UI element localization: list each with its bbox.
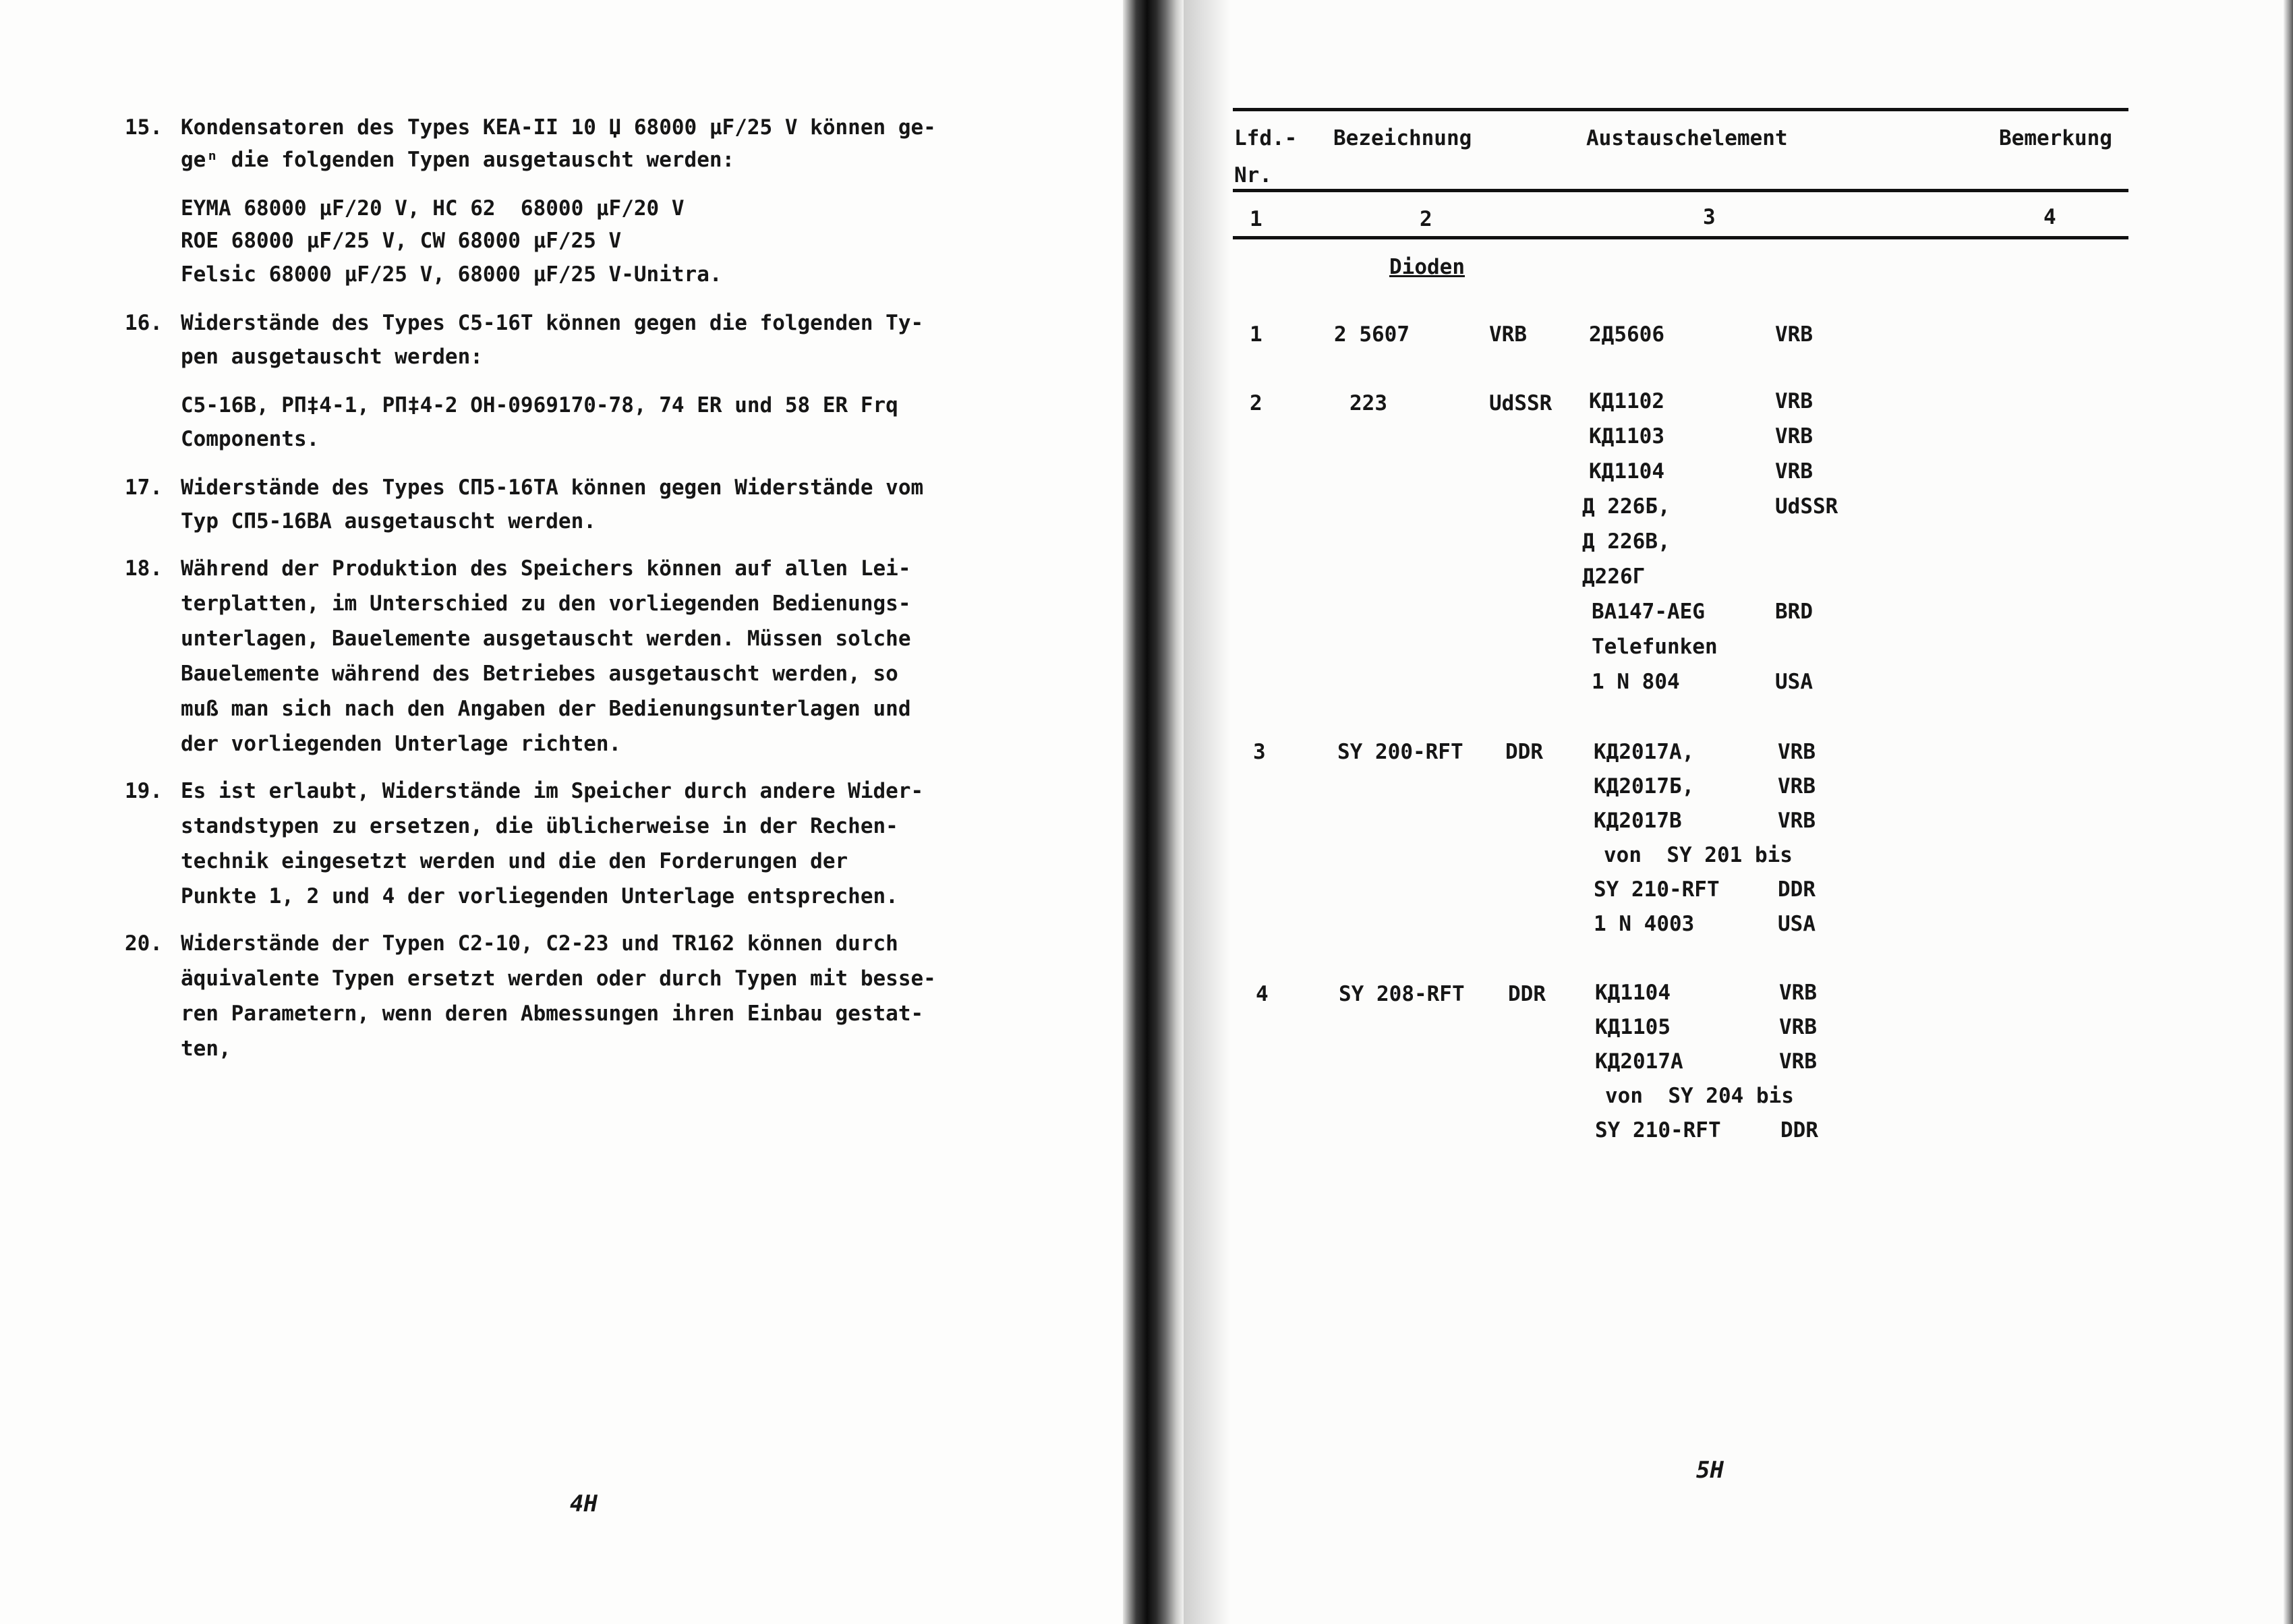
row-origin: VRB xyxy=(1489,322,1527,347)
replacement-origin: VRB xyxy=(1775,459,1813,484)
item-text-line: Es ist erlaubt, Widerstände im Speicher durch andere Wider- xyxy=(181,779,924,803)
replacement-name: KД2017A xyxy=(1595,1049,1683,1074)
gutter-shadow xyxy=(1184,0,1231,1624)
replacement-name: Д 226Б, xyxy=(1582,494,1671,519)
item-text-line: Typ CΠ5-16BA ausgetauscht werden. xyxy=(181,509,596,533)
row-nr: 3 xyxy=(1253,740,1266,764)
item-text-line: Felsic 68000 µF/25 V, 68000 µF/25 V-Unitra. xyxy=(181,262,722,287)
replacement-name: Д226Г xyxy=(1582,564,1646,589)
col-number-2: 2 xyxy=(1420,207,1432,231)
replacement-origin: VRB xyxy=(1779,981,1817,1005)
replacement-name: KД2017Б, xyxy=(1594,774,1695,799)
item-number: 20. xyxy=(125,931,163,956)
replacement-origin: UdSSR xyxy=(1775,494,1838,519)
replacement-origin: VRB xyxy=(1778,774,1816,799)
row-name: 223 xyxy=(1349,391,1387,415)
replacement-name: KД1104 xyxy=(1589,459,1664,484)
row-nr: 4 xyxy=(1256,982,1269,1006)
row-nr: 2 xyxy=(1250,391,1262,415)
section-title: Dioden xyxy=(1389,255,1465,279)
item-number: 18. xyxy=(125,556,163,581)
right-page xyxy=(1140,0,2293,1624)
item-text-line: EYMA 68000 µF/20 V, HC 62 68000 µF/20 V xyxy=(181,196,685,221)
item-text-line: technik eingesetzt werden und die den Forderungen der xyxy=(181,849,848,873)
item-text-line: Bauelemente während des Betriebes ausgetauscht werden, so xyxy=(181,662,898,686)
item-text-line: unterlagen, Bauelemente ausgetauscht werden. Müssen solche xyxy=(181,627,911,651)
item-text-line: Punkte 1, 2 und 4 der vorliegenden Unterlage entsprechen. xyxy=(181,884,898,908)
replacement-origin: VRB xyxy=(1778,740,1816,764)
replacement-origin: VRB xyxy=(1779,1015,1817,1039)
replacement-name: von SY 201 bis xyxy=(1604,843,1793,867)
row-origin: DDR xyxy=(1508,982,1546,1006)
replacement-origin: VRB xyxy=(1779,1049,1817,1074)
replacement-origin: USA xyxy=(1778,912,1816,936)
item-text-line: C5-16B, PΠ‡4-1, PΠ‡4-2 OH-0969170-78, 74 ER und 58 ER Frq xyxy=(181,393,898,417)
item-text-line: Widerstände des Types CΠ5-16TA können gegen Widerstände vom xyxy=(181,475,924,500)
item-text-line: geⁿ die folgenden Typen ausgetauscht werden: xyxy=(181,148,735,172)
item-text-line: der vorliegenden Unterlage richten. xyxy=(181,732,622,756)
replacement-name: von SY 204 bis xyxy=(1605,1084,1794,1108)
item-text-line: pen ausgetauscht werden: xyxy=(181,345,483,369)
page-number: 4H xyxy=(570,1490,598,1517)
row-name: SY 200-RFT xyxy=(1337,740,1463,764)
item-text-line: Widerstände der Typen C2-10, C2-23 und TR162 können durch xyxy=(181,931,898,956)
replacement-name: 1 N 4003 xyxy=(1594,912,1695,936)
row-name: 2 5607 xyxy=(1334,322,1410,347)
row-nr: 1 xyxy=(1250,322,1262,347)
item-number: 19. xyxy=(125,779,163,803)
replacement-name: KД2017B xyxy=(1594,809,1682,833)
row-name: SY 208-RFT xyxy=(1339,982,1465,1006)
table-rule-colnums xyxy=(1233,236,2128,239)
item-text-line: ROE 68000 µF/25 V, CW 68000 µF/25 V xyxy=(181,229,622,253)
replacement-origin: VRB xyxy=(1775,322,1813,347)
replacement-name: BA147-AEG xyxy=(1592,600,1705,624)
replacement-origin: DDR xyxy=(1780,1118,1818,1142)
replacement-origin: VRB xyxy=(1775,389,1813,413)
replacement-name: SY 210-RFT xyxy=(1595,1118,1721,1142)
replacement-name: 2Д5606 xyxy=(1589,322,1664,347)
col-number-4: 4 xyxy=(2043,205,2056,229)
item-text-line: muß man sich nach den Angaben der Bedienungsunterlagen und xyxy=(181,697,911,721)
replacement-name: KД1103 xyxy=(1589,424,1664,448)
item-number: 16. xyxy=(125,311,163,335)
item-text-line: standstypen zu ersetzen, die üblicherweise in der Rechen- xyxy=(181,814,898,838)
replacement-origin: BRD xyxy=(1775,600,1813,624)
header-austauschelement: Austauschelement xyxy=(1586,126,1788,150)
replacement-name: Telefunken xyxy=(1592,635,1718,659)
page-number: 5H xyxy=(1696,1457,1724,1484)
item-text-line: äquivalente Typen ersetzt werden oder durch Typen mit besse- xyxy=(181,966,936,991)
item-text-line: Widerstände des Types C5-16T können gegen die folgenden Ty- xyxy=(181,311,924,335)
item-number: 17. xyxy=(125,475,163,500)
table-rule-header xyxy=(1233,189,2128,192)
replacement-origin: USA xyxy=(1775,670,1813,694)
item-number: 15. xyxy=(125,115,163,140)
replacement-name: Д 226B, xyxy=(1582,529,1671,554)
replacement-name: KД2017A, xyxy=(1594,740,1695,764)
item-text-line: ren Parametern, wenn deren Abmessungen ihren Einbau gestat- xyxy=(181,1002,924,1026)
item-text-line: Während der Produktion des Speichers können auf allen Lei- xyxy=(181,556,911,581)
replacement-name: KД1104 xyxy=(1595,981,1671,1005)
book-gutter xyxy=(1123,0,1184,1624)
item-text-line: ten, xyxy=(181,1037,231,1061)
item-text-line: Kondensatoren des Types KEA-II 10 Џ 68000 µF/25 V können ge- xyxy=(181,115,936,140)
replacement-name: SY 210-RFT xyxy=(1594,877,1720,902)
item-text-line: terplatten, im Unterschied zu den vorliegenden Bedienungs- xyxy=(181,591,911,616)
header-bezeichnung: Bezeichnung xyxy=(1333,126,1472,150)
replacement-origin: VRB xyxy=(1775,424,1813,448)
replacement-origin: VRB xyxy=(1778,809,1816,833)
replacement-name: KД1102 xyxy=(1589,389,1664,413)
header-lfd: Lfd.- xyxy=(1234,126,1298,150)
row-origin: UdSSR xyxy=(1489,391,1552,415)
table-rule-top xyxy=(1233,108,2128,111)
header-bemerkung: Bemerkung xyxy=(1999,126,2112,150)
item-text-line: Components. xyxy=(181,427,320,451)
replacement-origin: DDR xyxy=(1778,877,1816,902)
col-number-3: 3 xyxy=(1703,205,1716,229)
col-number-1: 1 xyxy=(1250,207,1262,231)
page-edge xyxy=(2284,0,2293,1624)
row-origin: DDR xyxy=(1505,740,1543,764)
replacement-name: KД1105 xyxy=(1595,1015,1671,1039)
replacement-name: 1 N 804 xyxy=(1592,670,1680,694)
header-nr: Nr. xyxy=(1234,163,1272,187)
